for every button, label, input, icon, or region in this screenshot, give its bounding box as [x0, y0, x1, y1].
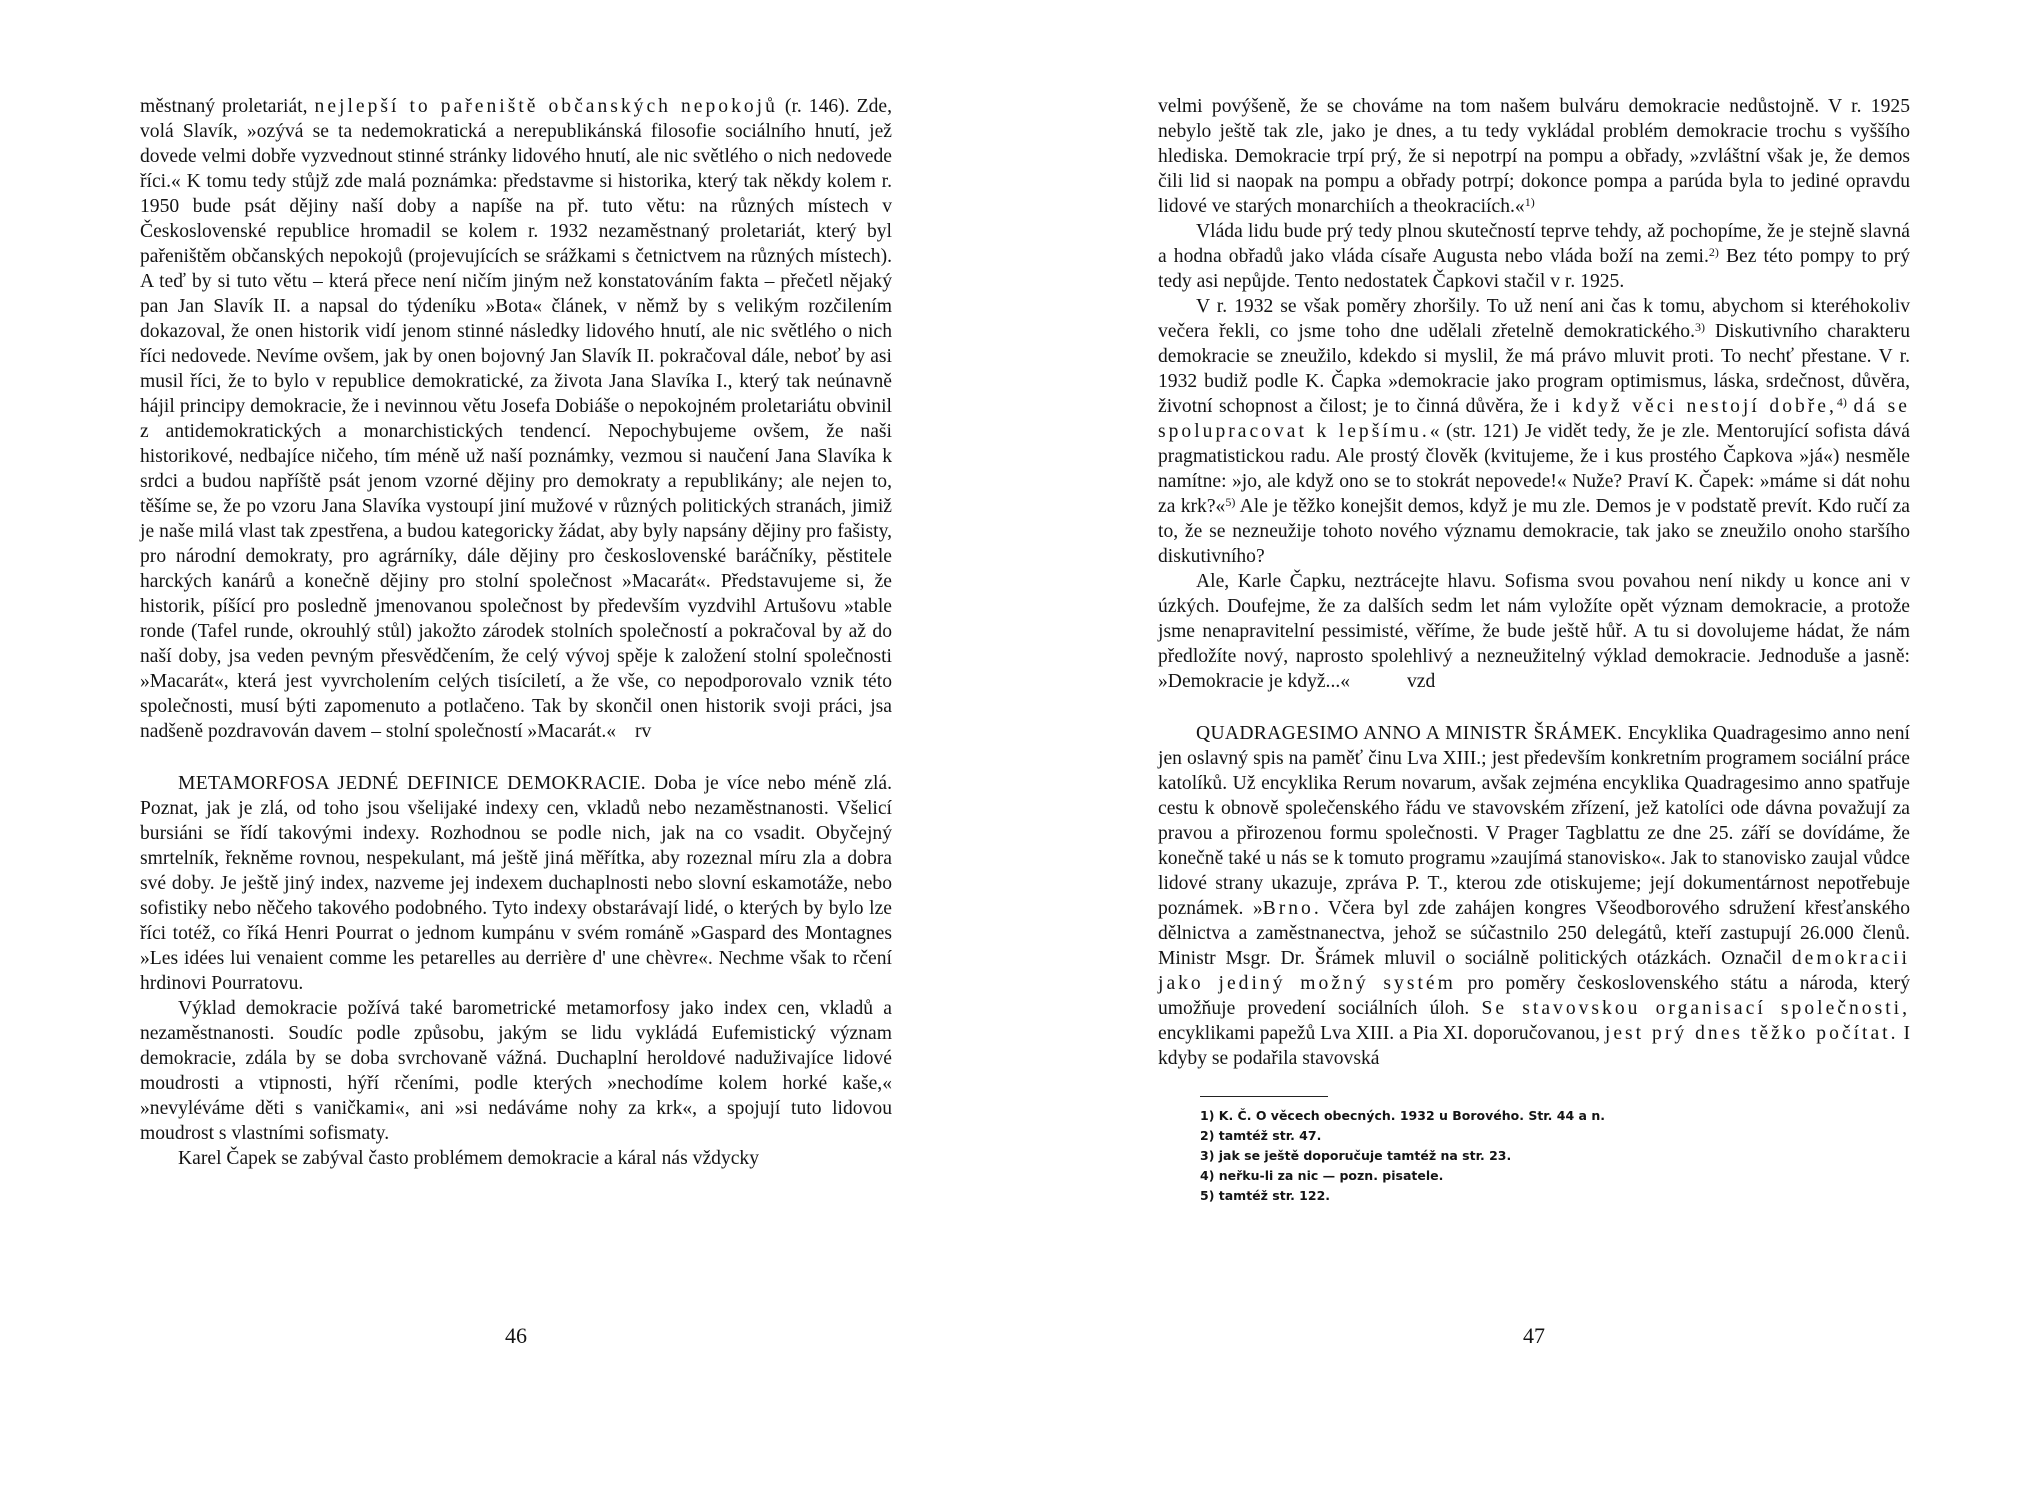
text-run: I kdyby se podařila stavovská [1158, 1023, 1910, 1069]
left-paragraph-1 [140, 94, 892, 744]
footnote: 2) tamtéž str. 47. [1200, 1128, 1322, 1143]
text-run: Diskutivního charakteru demokracie se zneužilo, kdekdo si myslil, že má právo mluvit proti. To nechť přestane. V r. 1932 budiž podle K. Čapka »demokracie jako program optimismus, láska, srdečnost, důvěra, životní schopnost a čilost; je to činná důvěra, že [1158, 321, 1910, 417]
right-paragraph-5 [1158, 723, 1910, 1069]
spaced-emphasis: nejlepší to pařeniště občanských nepokojů [314, 96, 778, 117]
footnote-ref: 3) [1694, 320, 1705, 334]
left-page-text [140, 94, 892, 1171]
text-run [1847, 396, 1854, 417]
section-heading: QUADRAGESIMO ANNO A MINISTR ŠRÁMEK. [1196, 723, 1623, 744]
spaced-emphasis: dá se spolupracovat k lepšímu. [1158, 396, 1910, 442]
right-page-text [1158, 94, 1910, 1071]
right-paragraph-1 [1158, 94, 1910, 219]
right-paragraph-3 [1158, 294, 1910, 569]
text-run: Ale je těžko konejšit demos, když je mu zle. Demos je v podstatě prevít. Kdo ručí za to, že se nezneužije tohoto nového významu demokracie, tak jako se zneužilo onoho staršího diskutivního? [1158, 496, 1910, 567]
text-run: V r. 1932 se však poměry zhoršily. To už není ani čas k tomu, abychom si kteréhokoliv večera řekli, co jsme toho dne udělali zřetelně demokratického. [1158, 296, 1910, 342]
text-run: . Včera byl zde zahájen kongres Všeodborového sdružení křesťanského dělnictva a zaměstnanectva, jehož se súčastnilo 250 delegátů, kteří zastupují 26.000 členů. Ministr Msgr. Dr. Šrámek mluvil o sociálně politických otázkách. Označil [1158, 898, 1910, 969]
footnote: 3) jak se ještě doporučuje tamtéž na str. 23. [1200, 1148, 1512, 1163]
text-run: (r. 146). Zde, volá Slavík, »ozývá se ta nedemokratická a nerepublikánská filosofie sociálního hnutí, jež dovede velmi dobře vyzvednout stinné stránky lidového hnutí, ale nic světlého o nich nedovede říci.« K tomu tedy stůjž zde malá poznámka: představme si historika, který tak někdy kolem r. 1950 bude psát dějiny naší doby a napíše na př. tuto větu: na různých místech v Československé republice hromadil se kolem r. 1932 nezaměstnaný proletariát, který byl pařeništěm občanských nepokojů (projevujících se srážkami s četnictvem na různých místech). A teď by si tuto větu – která přece není ničím jiným než konstatováním fakta – přečetl nějaký pan Jan Slavík II. a napsal do týdeníku »Bota« článek, v němž by s velikým rozčilením dokazoval, že onen historik vidí jenom stinné následky lidového hnutí, ale nic světlého o nich říci nedovede. Nevíme ovšem, jak by onen bojovný Jan Slavík II. pokračoval dále, neboť by asi musil říci, že to bylo v republice demokratické, za života Jana Slavíka I., který tak neúnavně hájil principy demokracie, že i nevinnou větu Josefa Dobiáše o nepokojném proletariátu obvinil z antidemokratických a monarchistických tendencí. Nepochybujeme ovšem, že naši historikové, nedbajíce ničeho, tím méně už naší poznámky, vezmou si naučení Jana Slavíka k srdci a budou napříště psát jenom vzorné dějiny pro demokraty a republikány; ale nejen to, těšíme se, že po vzoru Jana Slavíka vystoupí jiní mužové v různých politických stranách, jimiž je naše milá vlast tak zpestřena, a budou kategoricky žádat, aby byly napsány dějiny pro fašisty, pro národní demokraty, pro agrárníky, dále dějiny pro československé baráčníky, pěstitele harckých kanárů a konečně dějiny pro stolní společnost »Macarát«. Představujeme si, že historik, píšící pro posledně jmenovanou společnost by především vyzdvihl Artušovu »table ronde (Tafel runde, okrouhlý stůl) jakožto zárodek stolních společností a pokračoval by až do naší doby, jsa veden pevným přesvědčením, že celý vývoj spěje k založení stolní společnosti »Macarát«, která jest vyvrcholením celých tisíciletí, a že vše, co nepodporovalo vznik této společnosti, musí býti zapomenuto a potlačeno. Tak by skončil onen historik svoji práci, jsa nadšeně pozdravován davem – stolní společností »Macarát.« [140, 96, 892, 742]
text-run: encyklikami papežů Lva XIII. a Pia XI. doporučovanou, [1158, 1023, 1605, 1044]
spaced-emphasis: Se stavovskou organisací společnosti, [1481, 998, 1910, 1019]
footnote: 4) neřku-li za nic — pozn. pisatele. [1200, 1168, 1444, 1183]
author-signature: vzd [1406, 671, 1436, 692]
text-run: « (str. 121) Je vidět tedy, že je zle. Mentorující sofista dává pragmatistickou radu. Ale prostý člověk (kvitujeme, že i kus prostého Čapkova »já«) nesměle namítne: »jo, ale když ono se to stokrát nepovede!« Nuže? Praví K. Čapek: »máme si dát nohu za krk?« [1158, 421, 1910, 517]
right-paragraph-2 [1158, 219, 1910, 294]
left-paragraph-4: Karel Čapek se zabýval často problémem demokracie a káral nás vždycky [178, 1148, 760, 1169]
footnote: 1) K. Č. O věcech obecných. 1932 u Borového. Str. 44 a n. [1200, 1108, 1605, 1123]
text-run: Bez této pompy to prý tedy asi nepůjde. Tento nedostatek Čapkovi stačil v r. 1925. [1158, 246, 1910, 292]
footnote-ref: 4) [1836, 395, 1847, 409]
footnote: 5) tamtéž str. 122. [1200, 1188, 1331, 1203]
left-paragraph-2: Doba je více nebo méně zlá. Poznat, jak je zlá, od toho jsou všelijaké indexy cen, vkladů nebo nezaměstnanosti. Všelicí bursiáni se řídí takovými indexy. Rozhodnou se podle nich, jak na co vsadit. Obyčejný smrtelník, řekněme rovnou, nespekulant, má ještě jiná měřítka, aby rozeznal míru zla a dobra své doby. Je ještě jiný index, nazveme jej indexem duchaplnosti nebo slovní eskamotáže, nebo sofistiky nebo něčeho takového podobného. Tyto indexy obstarávají lidé, o kterých by bylo lze říci totéž, co říká Henri Pourrat o jednom kumpánu v svém románě »Gaspard des Montagnes »Les idées lui venaient comme les petarelles au derrière d' une chèvre«. Nechme však to rčení hrdinovi Pourratovu. [140, 773, 893, 994]
right-page [1158, 94, 1910, 1384]
author-signature: rv [635, 721, 652, 742]
left-paragraph-1-body [140, 96, 892, 742]
right-paragraph-4 [1158, 569, 1910, 694]
footnotes [1200, 1106, 1910, 1206]
text-run: Vláda lidu bude prý tedy plnou skutečností teprve tehdy, až pochopíme, že je stejně slavná a hodna obřadů jako vláda císaře Augusta nebo vláda boží na zemi. [1158, 221, 1910, 267]
spaced-emphasis: demokracii jako jediný možný systém [1158, 948, 1910, 994]
text-run: městnaný proletariát, [140, 96, 315, 117]
left-paragraph-3: Výklad demokracie požívá také barometrické metamorfosy jako index cen, vkladů a nezaměstnanosti. Soudíc podle způsobu, jakým se lidu vykládá Eufemistický význam demokracie, zdála by se doba svrchovaně vážná. Duchaplní heroldové naduživajíce lidové moudrosti a vtipnosti, hýří rčeními, podle kterých »nechodíme kolem horké kaše,« »nevyléváme děti s vaničkami«, ani »si nedáváme nohy za krk«, a spojují tuto lidovou moudrost s vlastními sofismaty. [140, 998, 892, 1144]
left-page [140, 94, 892, 1384]
page-number: 47 [1523, 1323, 1545, 1348]
text-run: Encyklika Quadragesimo anno není jen oslavný spis na paměť činu Lva XIII.; jest především konkretním programem sociální práce katolíků. Už encyklika Rerum novarum, avšak zejména encyklika Quadragesimo anno spatřuje cestu k obnově společenského řádu ve stavovském zřízení, jež katolíci ode dávna považují za pravou a přirozenou formu společnosti. V Prager Tagblattu ze dne 25. září se dovídáme, že konečně také u nás se k tomuto programu »zaujímá stanovisko«. Jak to stanovisko zaujal vůdce lidové strany ukazuje, zpráva P. T., kterou zde otiskujeme; její dokumentárnost nepotřebuje poznámek. » [1158, 723, 1910, 919]
metamorfosa-section [140, 771, 892, 996]
footnote-ref: 1) [1524, 195, 1535, 209]
spaced-emphasis: jest prý dnes těžko počítat. [1604, 1023, 1899, 1044]
footnote-ref: 5) [1225, 495, 1236, 509]
right-paragraph-4-body: Ale, Karle Čapku, neztrácejte hlavu. Sofisma svou povahou není nikdy u konce ani v úzkých. Doufejme, že za dalších sedm let nám vyložíte opět význam demokracie, a protože jsme nenapravitelní pessimisté, věříme, že bude ještě hůř. A tu si dovolujeme hádat, že nám předložíte nový, naprosto spolehlivý a nezneužitelný výklad demokracie. Jednoduše a jasně: »Demokracie je když...« [1158, 571, 1910, 692]
section-heading: METAMORFOSA JEDNÉ DEFINICE DEMOKRACIE. [178, 773, 646, 794]
footnote-rule [1200, 1096, 1328, 1097]
text-run: pro poměry československého státu a národa, který umožňuje provedení sociálních úloh. [1158, 973, 1910, 1019]
footnote-ref: 2) [1708, 245, 1719, 259]
quadragesimo-section [1158, 721, 1910, 1071]
spaced-emphasis: i když věci nestojí dobře, [1554, 396, 1837, 417]
page-number: 46 [505, 1323, 527, 1348]
text-run: velmi povýšeně, že se chováme na tom našem bulváru demokracie nedůstojně. V r. 1925 nebylo ještě tak zle, jako je dnes, a tu tedy vykládal problém demokracie trochu s vyššího hlediska. Demokracie trpí prý, že si nepotrpí na pompu a obřady, »zvláštní však je, že demos čili lid si naopak na pompu a obřady potrpí; dokonce pompa a parúda byla to jediné opravdu lidové ve starých monarchiích a theokraciích.« [1158, 96, 1910, 217]
spaced-emphasis: Brno [1262, 898, 1314, 919]
